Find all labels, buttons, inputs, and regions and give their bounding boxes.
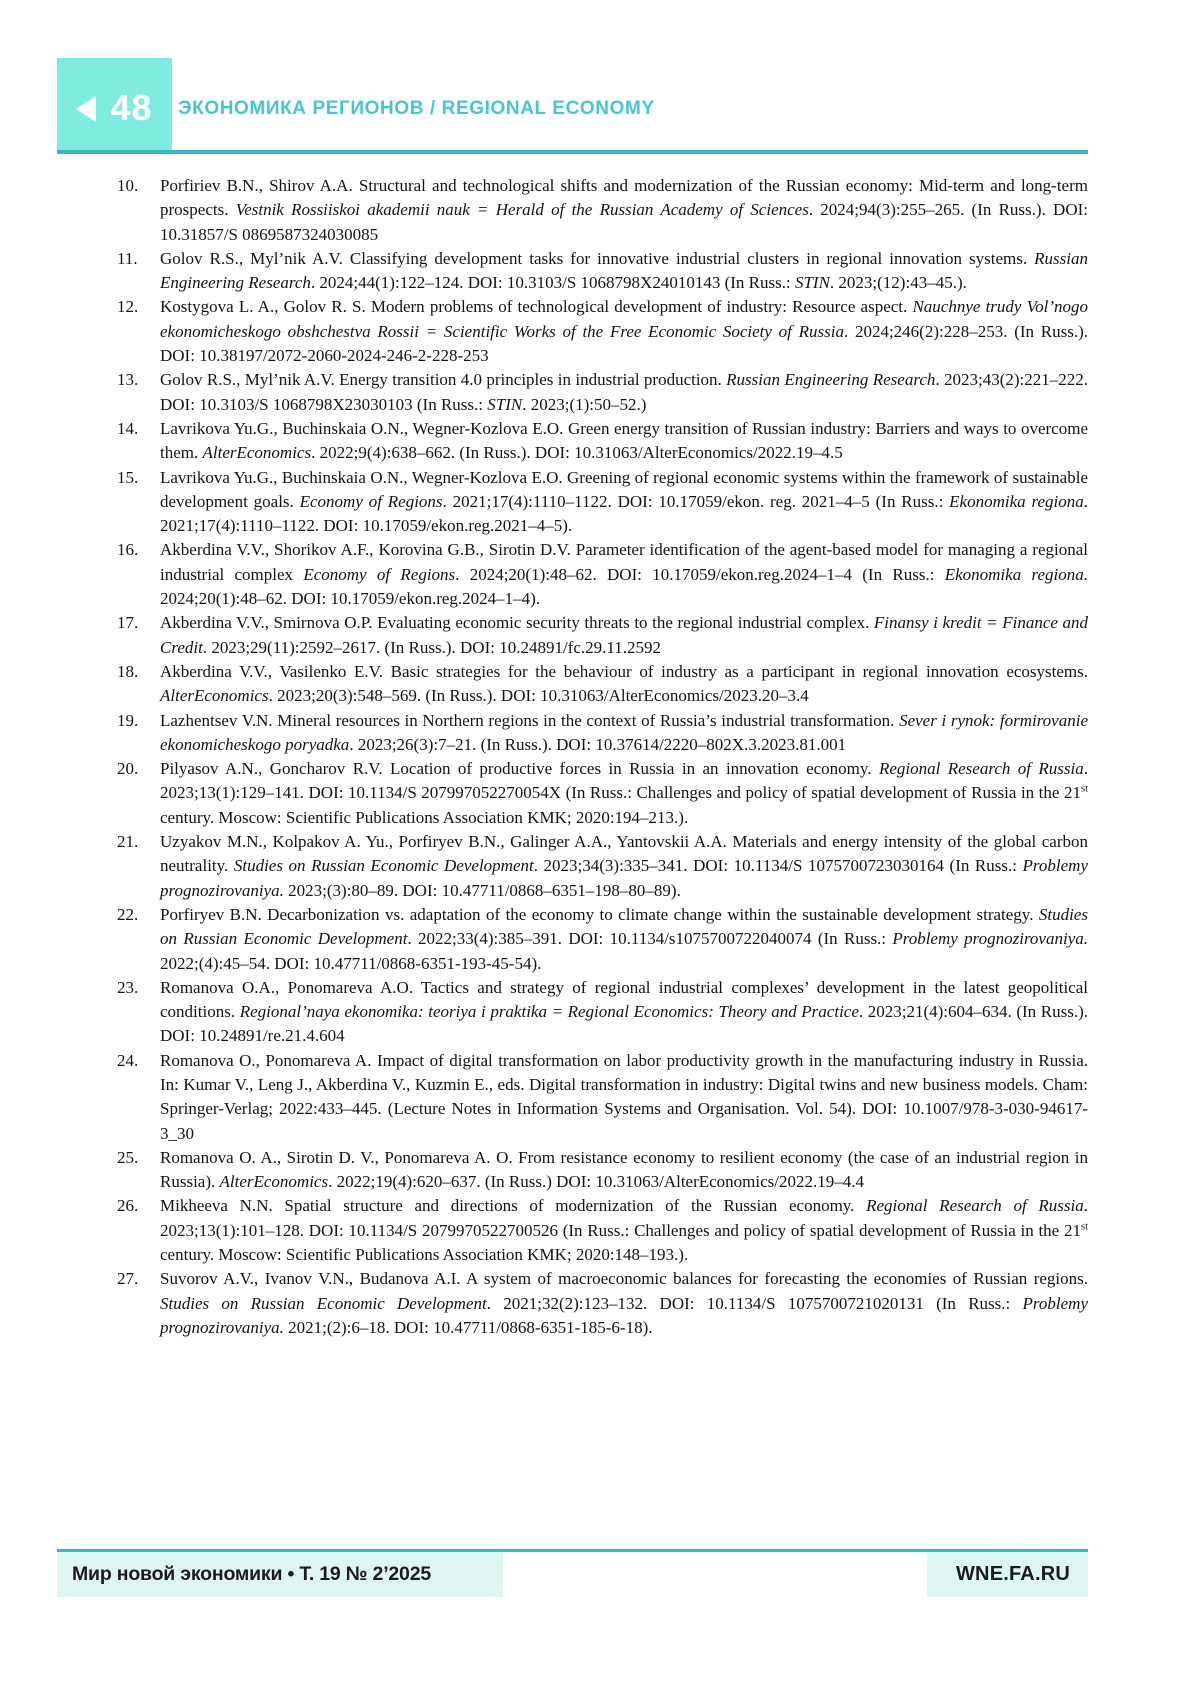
reference-item [57, 466, 1088, 539]
reference-text-run: . 2021;17(4):1110–1122. DOI: 10.17059/ekon.reg.2021–4–5). [160, 491, 1088, 536]
reference-text-run: Porfiriev B.N., Shirov A.A. Structural and technological shifts and modernization of the Russian economy: Mid-term and long-term prospects. [160, 176, 1088, 220]
reference-text-run: Kostygova L. A., Golov R. S. Modern problems of technological development of industry: Resource aspect. [160, 297, 913, 317]
reference-number: 10. [117, 176, 139, 195]
reference-number: 26. [117, 1196, 139, 1216]
reference-item [57, 976, 1088, 1049]
reference-text-run: Akberdina V.V., Smirnova O.P. Evaluating economic security threats to the regional industrial complex. [160, 613, 874, 633]
reference-item [57, 1146, 1088, 1195]
reference-text-run: STIN [487, 394, 523, 414]
reference-item [57, 417, 1088, 466]
reference-text-run: Romanova O.A., Ponomareva A.O. Tactics and strategy of regional industrial complexes’ development in the latest geopolitical conditions. [160, 977, 1088, 1022]
reference-text-run: Regional’naya ekonomika: teoriya i praktika = Regional Economics: Theory and Practice [239, 1002, 859, 1022]
reference-item [57, 660, 1088, 709]
reference-text-run: Sever i rynok: formirovanie ekonomicheskogo poryadka [160, 710, 1088, 754]
reference-text-run: Russian Engineering Research [160, 248, 1088, 293]
reference-text-run: Akberdina V.V., Shorikov A.F., Korovina G.B., Sirotin D.V. Parameter identification of the agent-based model for managing a regional industrial complex [160, 540, 1088, 584]
reference-number: 17. [117, 613, 139, 633]
reference-item [57, 903, 1088, 976]
reference-number: 27. [117, 1269, 139, 1289]
reference-item [57, 1267, 1088, 1340]
reference-number: 21. [117, 832, 139, 852]
reference-text-run: st [1080, 1221, 1088, 1233]
reference-number: 22. [117, 904, 139, 924]
reference-text-run: . 2024;94(3):255–265. (In Russ.). DOI: 10.31857/S 0869587324030085 [160, 200, 1088, 244]
reference-item [57, 1049, 1088, 1146]
back-arrow-icon [76, 96, 96, 122]
reference-text-run: . 2023;43(2):221–222. DOI: 10.3103/S 1068798X23030103 (In Russ.: [160, 370, 1088, 414]
page-footer [57, 1549, 1088, 1597]
reference-text-run: . 2023;13(1):129–141. DOI: 10.1134/S 207997052270054X (In Russ.: Challenges and policy of spatial development of Russia in the 21 [160, 759, 1088, 803]
reference-text-run: . 2024;44(1):122–124. DOI: 10.3103/S 1068798X24010143 (In Russ.: [310, 273, 795, 293]
reference-text-run: . 2024;20(1):48–62. DOI: 10.17059/ekon.reg.2024–1–4 (In Russ.: [455, 564, 945, 584]
reference-text-run: . 2023;20(3):548–569. (In Russ.). DOI: 10.31063/AlterEconomics/2023.20–3.4 [268, 686, 809, 706]
reference-text-run: Romanova O., Ponomareva A. Impact of digital transformation on labor productivity growth in the manufacturing industry in Russia. In: Kumar V., Leng J., Akberdina V., Kuzmin E., eds. Digital transformation in industry: Digital twins and new business models. Cham: Springer-Verlag; 2022:433–445. (Lecture Notes in Information Systems and Organisation. Vol. 54). DOI: 10.1007/978-3-030-94617-3_30 [160, 1050, 1088, 1143]
reference-text-run: Vestnik Rossiiskoi akademii nauk = Herald of the Russian Academy of Sciences [235, 200, 809, 220]
reference-text-run: Mikheeva N.N. Spatial structure and directions of modernization of the Russian economy. [160, 1196, 867, 1216]
reference-item [57, 538, 1088, 611]
reference-text-run: Golov R.S., Myl’nik A.V. Energy transition 4.0 principles in industrial production. [160, 370, 727, 390]
reference-number: 14. [117, 418, 139, 438]
reference-text-run: 2023;(3):80–89. DOI: 10.47711/0868–6351–198–80–89). [283, 880, 681, 900]
reference-text-run: Problemy prognozirovaniya. [160, 856, 1088, 900]
reference-text-run: Romanova O. A., Sirotin D. V., Ponomareva A. O. From resistance economy to resilient economy (the case of an industrial region in Russia). [160, 1147, 1088, 1192]
reference-text-run: 2021;(2):6–18. DOI: 10.47711/0868-6351-185-6-18). [283, 1317, 653, 1337]
reference-number: 11. [117, 248, 138, 268]
reference-text-run: . 2022;9(4):638–662. (In Russ.). DOI: 10.31063/AlterEconomics/2022.19–4.5 [311, 443, 843, 463]
reference-text-run: . 2023;(12):43–45.). [829, 273, 967, 293]
reference-text-run: Russian Engineering Research [726, 370, 936, 390]
reference-number: 15. [117, 467, 139, 487]
reference-text-run: Suvorov A.V., Ivanov V.N., Budanova A.I. A system of macroeconomic balances for forecasting the economies of Russian regions. [160, 1269, 1088, 1289]
reference-text-run: Golov R.S., Myl’nik A.V. Classifying development tasks for innovative industrial clusters in regional innovation systems. [160, 248, 1035, 268]
reference-text-run: . 2023;29(11):2592–2617. (In Russ.). DOI: 10.24891/fc.29.11.2592 [202, 637, 662, 657]
references-section [57, 174, 1088, 1340]
reference-text-run: . 2021;32(2):123–132. DOI: 10.1134/S 1075700721020131 (In Russ.: [486, 1293, 1023, 1313]
footer-website-link[interactable]: WNE.FA.RU [927, 1552, 1088, 1597]
reference-text-run: Akberdina V.V., Vasilenko E.V. Basic strategies for the behaviour of industry as a participant in regional innovation ecosystems. [160, 661, 1088, 681]
reference-text-run: . 2023;(1):50–52.) [522, 394, 647, 414]
header-rule [57, 150, 1088, 154]
reference-text-run: Problemy prognozirovaniya. [160, 1293, 1088, 1337]
page-header [57, 0, 1088, 153]
reference-text-run: AlterEconomics [160, 686, 269, 706]
reference-text-run: AlterEconomics [202, 443, 312, 463]
reference-item [57, 1194, 1088, 1267]
reference-text-run: . 2023;21(4):604–634. (In Russ.). DOI: 10.24891/re.21.4.604 [160, 1002, 1088, 1046]
reference-item [57, 830, 1088, 903]
reference-text-run: Studies on Russian Economic Development [233, 856, 534, 876]
reference-text-run: Economy of Regions [299, 491, 443, 511]
reference-number: 19. [117, 710, 139, 730]
reference-text-run: Regional Research of Russia [878, 759, 1084, 779]
reference-text-run: Lavrikova Yu.G., Buchinskaia O.N., Wegner-Kozlova E.O. Green energy transition of Russian industry: Barriers and ways to overcome them. [160, 418, 1088, 463]
reference-text-run: . 2023;13(1):101–128. DOI: 10.1134/S 2079970522700526 (In Russ.: Challenges and policy of spatial development of Russia in the 21 [160, 1196, 1088, 1240]
reference-text-run: . 2023;26(3):7–21. (In Russ.). DOI: 10.37614/2220–802X.3.2023.81.001 [349, 734, 847, 754]
reference-number: 23. [117, 977, 139, 997]
reference-text-run: STIN [794, 273, 830, 293]
reference-text-run: . 2021;17(4):1110–1122. DOI: 10.17059/ekon. reg. 2021–4–5 (In Russ.: [442, 491, 950, 511]
reference-item [57, 247, 1088, 296]
reference-text-run: century. Moscow: Scientific Publications Association KMK; 2020:148–193.). [160, 1245, 689, 1265]
reference-text-run: . 2024;246(2):228–253. (In Russ.). DOI: 10.38197/2072-2060-2024-246-2-228-253 [160, 321, 1088, 366]
reference-text-run: Ekonomika regiona. [944, 564, 1088, 584]
reference-text-run: st [1080, 783, 1088, 795]
reference-text-run: Regional Research of Russia [866, 1196, 1084, 1216]
reference-number: 25. [117, 1147, 139, 1167]
references-list [57, 174, 1088, 1340]
page-number: 48 [110, 87, 153, 128]
reference-number: 16. [117, 540, 139, 560]
reference-text-run: . 2023;34(3):335–341. DOI: 10.1134/S 1075700723030164 (In Russ.: [533, 856, 1023, 876]
reference-text-run: 2024;20(1):48–62. DOI: 10.17059/ekon.reg.2024–1–4). [160, 589, 541, 609]
reference-text-run: AlterEconomics [219, 1172, 329, 1192]
reference-number: 18. [117, 661, 139, 681]
reference-text-run: Pilyasov A.N., Goncharov R.V. Location of productive forces in Russia in an innovation economy. [160, 759, 879, 779]
reference-text-run: Problemy prognozirovaniya. [892, 929, 1088, 949]
reference-text-run: Lazhentsev V.N. Mineral resources in Northern regions in the context of Russia’s industrial transformation. [160, 710, 900, 730]
reference-number: 24. [117, 1050, 139, 1070]
page-number-badge [57, 58, 172, 150]
reference-text-run: Studies on Russian Economic Development [160, 1293, 487, 1313]
reference-text-run: 2022;(4):45–54. DOI: 10.47711/0868-6351-193-45-54). [160, 953, 542, 973]
reference-item [57, 174, 1088, 247]
reference-text-run: Finansy i kredit = Finance and Credit [160, 613, 1088, 657]
reference-item [57, 709, 1088, 758]
reference-text-run: Lavrikova Yu.G., Buchinskaia O.N., Wegner-Kozlova E.O. Greening of regional economic systems within the framework of sustainable development goals. [160, 467, 1088, 511]
reference-text-run: Ekonomika regiona [949, 491, 1084, 511]
reference-number: 13. [117, 370, 139, 390]
footer-journal-info: Мир новой экономики • Т. 19 № 2’2025 [57, 1552, 503, 1597]
reference-text-run: . 2022;19(4):620–637. (In Russ.) DOI: 10.31063/AlterEconomics/2022.19–4.4 [328, 1172, 865, 1192]
reference-item [57, 295, 1088, 368]
reference-item [57, 368, 1088, 417]
reference-text-run: Economy of Regions [303, 564, 456, 584]
reference-item [57, 611, 1088, 660]
reference-text-run: Nauchnye trudy Vol’nogo ekonomicheskogo obshchestva Rossii = Scientific Works of the Free Economic Society of Russia [160, 297, 1088, 341]
reference-number: 12. [117, 297, 139, 317]
section-title: ЭКОНОМИКА РЕГИОНОВ / REGIONAL ECONOMY [178, 98, 655, 119]
reference-text-run: Studies on Russian Economic Development [160, 904, 1088, 949]
reference-text-run: century. Moscow: Scientific Publications Association KMK; 2020:194–213.). [160, 807, 689, 827]
reference-number: 20. [117, 759, 139, 779]
reference-text-run: . 2022;33(4):385–391. DOI: 10.1134/s1075700722040074 (In Russ.: [407, 929, 893, 949]
reference-item [57, 757, 1088, 830]
reference-text-run: Porfiryev B.N. Decarbonization vs. adaptation of the economy to climate change within the sustainable development strategy. [160, 904, 1039, 924]
reference-text-run: Uzyakov M.N., Kolpakov A. Yu., Porfiryev B.N., Galinger A.A., Yantovskii A.A. Materials and energy intensity of the global carbon neutrality. [160, 832, 1088, 876]
